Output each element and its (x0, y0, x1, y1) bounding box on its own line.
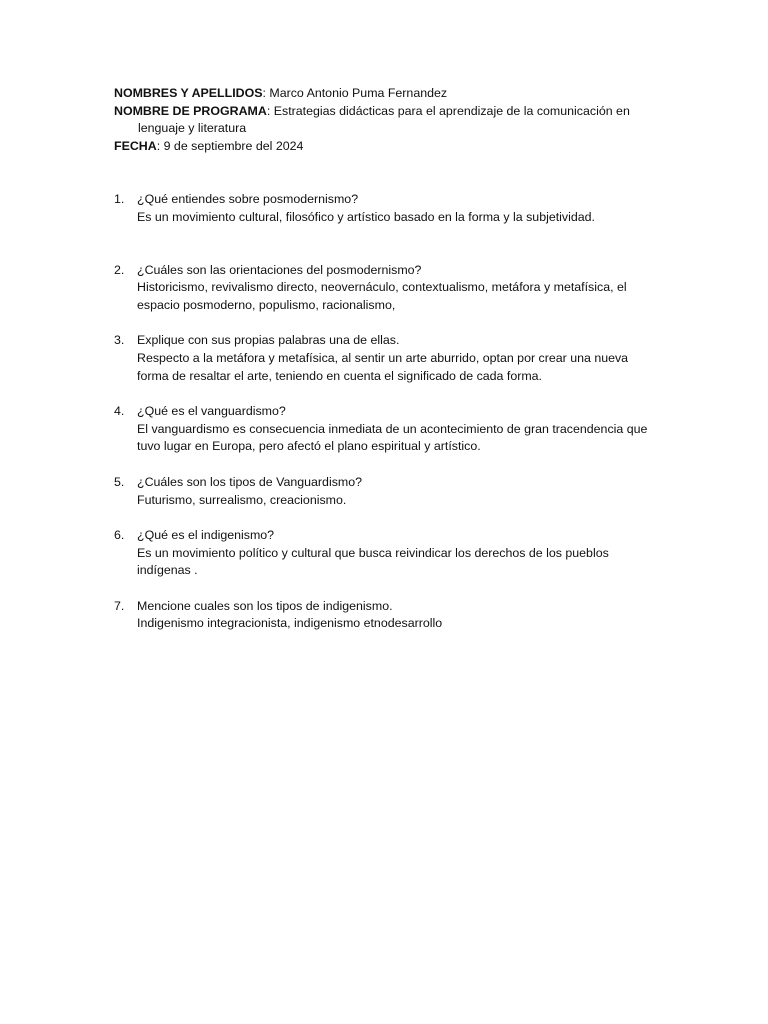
question-body (137, 191, 654, 226)
question-item-4 (114, 403, 654, 456)
question-item-3 (114, 332, 654, 385)
question-item-2 (114, 262, 654, 315)
answer-text: El vanguardismo es consecuencia inmediata de un acontecimiento de gran tracendencia que tuvo lugar en Europa, pero afectó el plano espiritual y artístico. (137, 421, 648, 454)
date-label: FECHA (114, 138, 157, 153)
question-body (137, 598, 654, 633)
question-item-5 (114, 474, 654, 509)
question-list (114, 191, 654, 633)
question-text: Mencione cuales son los tipos de indigenismo. (137, 598, 393, 613)
question-item-7 (114, 598, 654, 633)
date-separator: : (156, 138, 161, 153)
question-item-1 (114, 191, 654, 226)
question-body (137, 262, 654, 315)
document-content (114, 85, 654, 633)
answer-text: Futurismo, surrealismo, creacionismo. (137, 492, 347, 507)
question-number: 5. (114, 474, 125, 489)
question-item-6 (114, 527, 654, 580)
program-name-separator: : (266, 103, 271, 118)
question-number: 4. (114, 404, 125, 419)
question-text: Explique con sus propias palabras una de ellas. (137, 333, 400, 348)
question-number: 7. (114, 598, 125, 613)
question-body (137, 527, 654, 580)
date-line (114, 138, 654, 156)
question-number: 1. (114, 192, 125, 207)
answer-text: Es un movimiento cultural, filosófico y artístico basado en la forma y la subjetividad. (137, 209, 595, 224)
program-name-value: Estrategias didácticas para el aprendizaje de la comunicación en lenguaje y literatura (138, 103, 630, 136)
question-body (137, 474, 654, 509)
answer-text: Es un movimiento político y cultural que busca reivindicar los derechos de los pueblos indígenas . (137, 545, 609, 578)
student-name-separator: : (262, 86, 266, 100)
question-text: ¿Cuáles son los tipos de Vanguardismo? (137, 474, 362, 489)
question-text: ¿Cuáles son las orientaciones del posmodernismo? (137, 262, 422, 277)
student-name-label: NOMBRES Y APELLIDOS (114, 86, 263, 100)
student-name-value: Marco Antonio Puma Fernandez (269, 86, 448, 100)
program-name-label: NOMBRE DE PROGRAMA (114, 103, 267, 118)
answer-text: Indigenismo integracionista, indigenismo etnodesarrollo (137, 616, 443, 631)
answer-text: Historicismo, revivalismo directo, neovernáculo, contextualismo, metáfora y metafísica, el espacio posmoderno, populismo, racionalismo, (137, 280, 627, 312)
question-body (137, 403, 654, 456)
question-text: ¿Qué es el vanguardismo? (137, 404, 286, 419)
question-number: 2. (114, 262, 125, 277)
question-number: 6. (114, 528, 125, 543)
question-number: 3. (114, 333, 125, 348)
program-name-line (114, 103, 654, 138)
answer-text: Respecto a la metáfora y metafísica, al sentir un arte aburrido, optan por crear una nueva forma de resaltar el arte, teniendo en cuenta el significado de cada forma. (137, 350, 629, 383)
question-body (137, 332, 654, 385)
question-text: ¿Qué entiendes sobre posmodernismo? (137, 192, 359, 207)
date-value: 9 de septiembre del 2024 (163, 138, 304, 153)
question-text: ¿Qué es el indigenismo? (137, 528, 275, 543)
student-name-line (114, 85, 654, 103)
